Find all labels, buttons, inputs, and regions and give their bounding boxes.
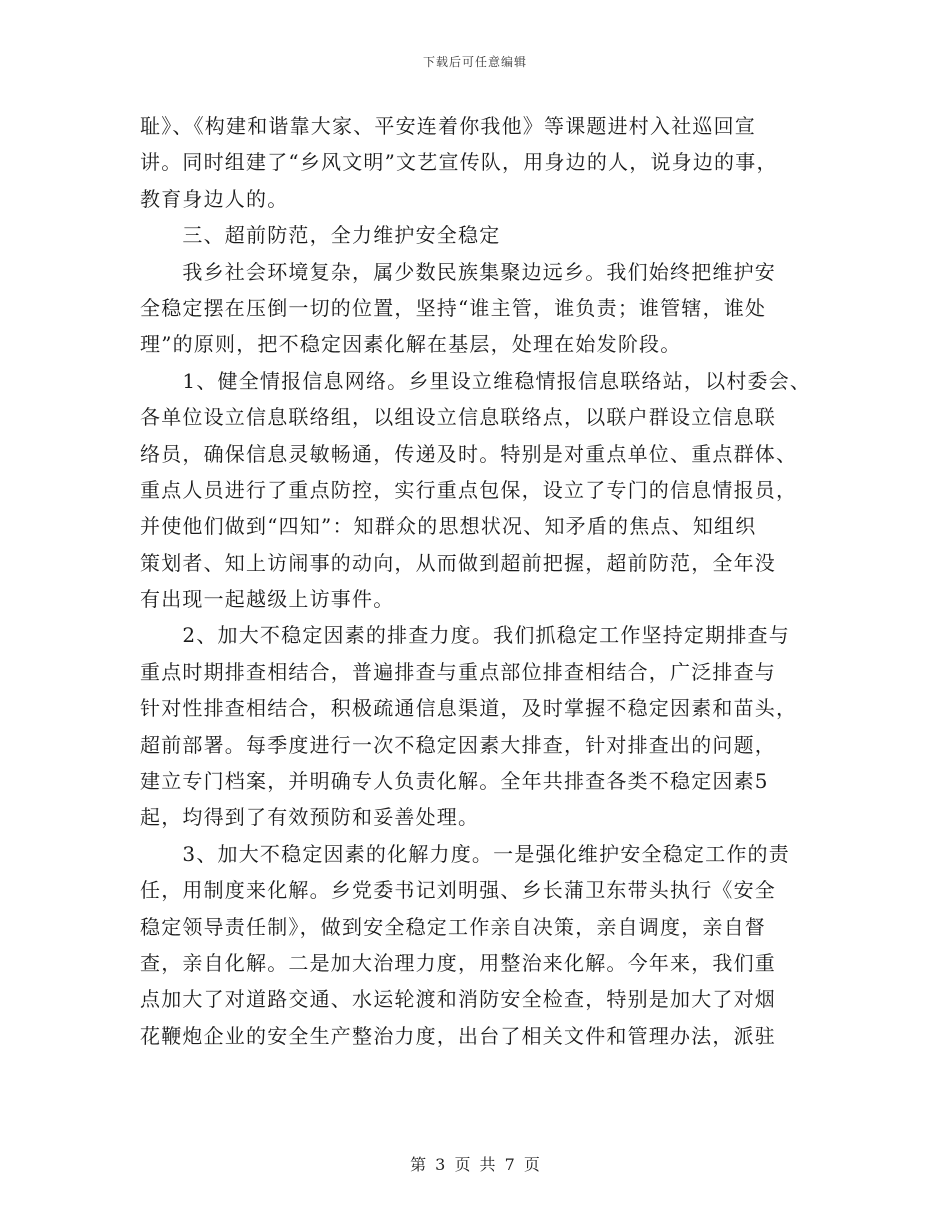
body-line: 有出现一起越级上访事件。 bbox=[140, 587, 395, 612]
body-line: 讲。同时组建了“乡风文明”文艺宣传队，用身边的人，说身边的事， bbox=[140, 150, 778, 175]
body-line: 络员，确保信息灵敏畅通，传递及时。特别是对重点单位、重点群体、 bbox=[140, 441, 798, 466]
body-line: 3、加大不稳定因素的化解力度。一是强化维护安全稳定工作的责 bbox=[140, 841, 790, 866]
body-line: 全稳定摆在压倒一切的位置，坚持“谁主管，谁负责；谁管辖，谁处 bbox=[140, 295, 767, 320]
body-line: 我乡社会环境复杂，属少数民族集聚边远乡。我们始终把维护安 bbox=[140, 259, 776, 284]
body-line: 耻》、《构建和谐靠大家、平安连着你我他》等课题进村入社巡回宣 bbox=[140, 114, 756, 138]
body-line: 重点时期排查相结合，普遍排查与重点部位排查相结合，广泛排查与 bbox=[140, 659, 776, 684]
body-line: 各单位设立信息联络组，以组设立信息联络点，以联户群设立信息联 bbox=[140, 405, 776, 430]
body-line: 针对性排查相结合，积极疏通信息渠道，及时掌握不稳定因素和苗头， bbox=[140, 696, 798, 721]
body-line: 理”的原则，把不稳定因素化解在基层，处理在始发阶段。 bbox=[140, 332, 682, 357]
body-line: 稳定领导责任制》，做到安全稳定工作亲自决策，亲自调度，亲自督 bbox=[140, 914, 766, 939]
body-line: 2、加大不稳定因素的排查力度。我们抓稳定工作坚持定期排查与 bbox=[140, 623, 790, 648]
body-line: 重点人员进行了重点防控，实行重点包保，设立了专门的信息情报员， bbox=[140, 477, 798, 502]
body-line: 并使他们做到“四知”：知群众的思想状况、知矛盾的焦点、知组织 bbox=[140, 514, 757, 539]
page-header: 下载后可任意编辑 bbox=[422, 55, 527, 69]
body-line: 1、健全情报信息网络。乡里设立维稳情报信息联络站，以村委会、 bbox=[140, 368, 812, 393]
body-line: 任，用制度来化解。乡党委书记刘明强、乡长蒲卫东带头执行《安全 bbox=[140, 878, 776, 903]
body-line: 教育身边人的。 bbox=[140, 186, 289, 211]
body-line: 建立专门档案，并明确专人负责化解。全年共排查各类不稳定因素5 bbox=[140, 769, 769, 794]
section-heading: 三、超前防范，全力维护安全稳定 bbox=[140, 223, 501, 248]
body-line: 点加大了对道路交通、水运轮渡和消防安全检查，特别是加大了对烟 bbox=[140, 987, 776, 1012]
body-line: 超前部署。每季度进行一次不稳定因素大排查，针对排查出的问题， bbox=[140, 732, 776, 757]
body-line: 起，均得到了有效预防和妥善处理。 bbox=[140, 805, 480, 830]
document-body bbox=[140, 108, 812, 1054]
page-number: 第 3 页 共 7 页 bbox=[410, 1155, 540, 1174]
body-line: 策划者、知上访闹事的动向，从而做到超前把握，超前防范，全年没 bbox=[140, 550, 776, 575]
body-line: 查，亲自化解。二是加大治理力度，用整治来化解。今年来，我们重 bbox=[140, 950, 776, 975]
body-line: 花鞭炮企业的安全生产整治力度，出台了相关文件和管理办法，派驻 bbox=[140, 1023, 776, 1048]
